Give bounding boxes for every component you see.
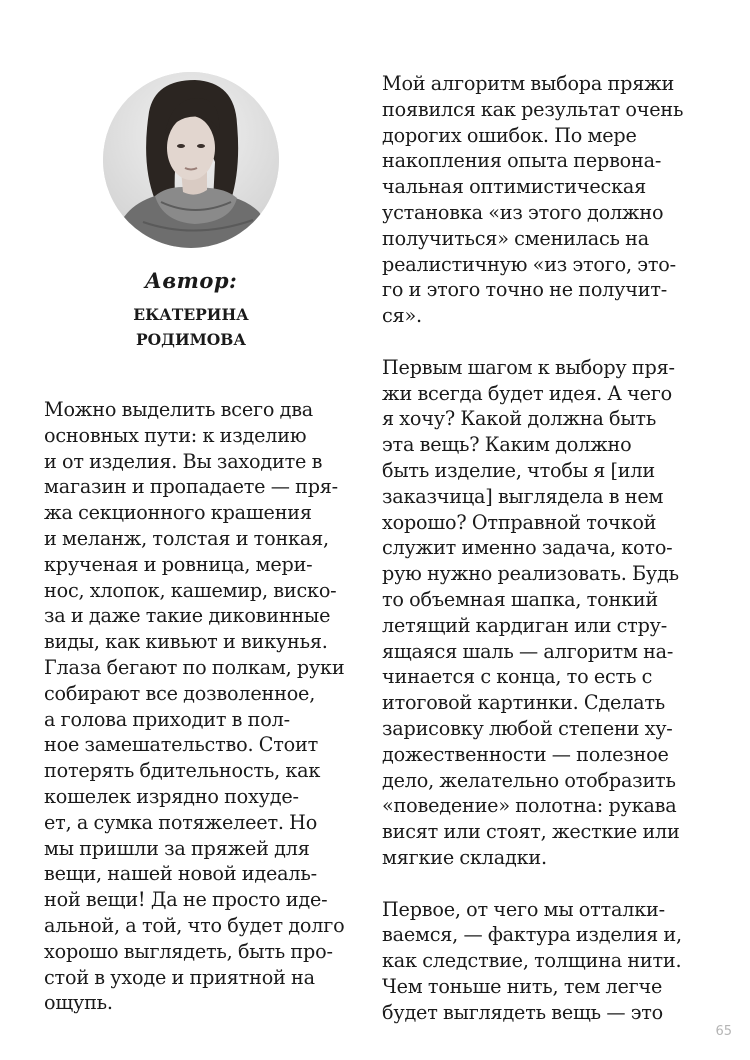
text-line: ящаяся шаль — алгоритм на- bbox=[382, 639, 674, 663]
text-line: Можно выделить всего два bbox=[44, 398, 314, 421]
text-line: рую нужно реализовать. Будь bbox=[382, 562, 679, 586]
text-line: жа секционного крашения bbox=[44, 501, 312, 525]
text-line: реалистичную «из этого, это- bbox=[382, 252, 676, 276]
text-line: дело, желательно отобразить bbox=[382, 768, 676, 792]
text-line: и от изделия. Вы заходите в bbox=[44, 449, 323, 473]
text-line: и меланж, толстая и тонкая, bbox=[44, 526, 329, 550]
text-line: потерять бдительность, как bbox=[44, 759, 321, 783]
text-line: основных пути: к изделию bbox=[44, 423, 307, 447]
text-line: Чем тоньше нить, тем легче bbox=[382, 974, 663, 998]
text-line: а голова приходит в пол- bbox=[44, 707, 290, 731]
text-line: чинается с конца, то есть с bbox=[382, 665, 653, 689]
text-line: хорошо? Отправной точкой bbox=[382, 510, 657, 534]
text-line: то объемная шапка, тонкий bbox=[382, 587, 659, 611]
text-line: кошелек изрядно похуде- bbox=[44, 784, 299, 808]
text-line: итоговой картинки. Сделать bbox=[382, 691, 666, 715]
page-number: 65 bbox=[715, 1024, 732, 1039]
text-line: накопления опыта первона- bbox=[382, 149, 662, 173]
text-line: ет, а сумка потяжелеет. Но bbox=[44, 810, 318, 834]
paragraph-gap bbox=[382, 871, 712, 897]
paragraph-gap bbox=[382, 329, 712, 355]
text-line: стой в уходе и приятной на bbox=[44, 965, 315, 989]
text-line: виды, как кивьют и викунья. bbox=[44, 630, 328, 654]
text-line: Первое, от чего мы отталки- bbox=[382, 897, 665, 921]
text-line: вещи, нашей новой идеаль- bbox=[44, 862, 317, 886]
author-photo bbox=[103, 72, 279, 248]
author-name-line: РОДИМОВА bbox=[136, 330, 246, 349]
text-line: появился как результат очень bbox=[382, 97, 684, 121]
text-line: магазин и пропадаете — пря- bbox=[44, 475, 338, 499]
text-line: Первым шагом к выбору пря- bbox=[382, 355, 675, 379]
text-line: чальная оптимистическая bbox=[382, 175, 647, 199]
text-line: Мой алгоритм выбора пряжи bbox=[382, 72, 675, 95]
text-line: летящий кардиган или стру- bbox=[382, 613, 668, 637]
text-line: дорогих ошибок. По мере bbox=[382, 123, 637, 147]
text-line: получиться» сменилась на bbox=[382, 226, 649, 250]
text-line: служит именно задача, кото- bbox=[382, 536, 673, 560]
text-line: ощупь. bbox=[44, 991, 113, 1015]
text-line: ся». bbox=[382, 304, 422, 328]
text-line: мягкие складки. bbox=[382, 845, 547, 869]
text-line: дожественности — полезное bbox=[382, 742, 669, 766]
text-line: альной, а той, что будет долго bbox=[44, 913, 345, 937]
paragraph bbox=[382, 355, 712, 871]
text-line: висят или стоят, жесткие или bbox=[382, 820, 680, 844]
text-line: собирают все дозволенное, bbox=[44, 681, 316, 705]
author-label: Автор: bbox=[144, 268, 238, 293]
text-line: Глаза бегают по полкам, руки bbox=[44, 655, 345, 679]
text-line: заказчица] выглядела в нем bbox=[382, 484, 664, 508]
text-line: эта вещь? Каким должно bbox=[382, 433, 632, 457]
text-line: ваемся, — фактура изделия и, bbox=[382, 923, 682, 947]
text-line: ное замешательство. Стоит bbox=[44, 733, 319, 757]
text-line: жи всегда будет идея. А чего bbox=[382, 381, 673, 405]
text-line: за и даже такие диковинные bbox=[44, 604, 331, 628]
right-text-column bbox=[382, 71, 712, 1025]
text-line: я хочу? Какой должна быть bbox=[382, 407, 657, 431]
paragraph bbox=[382, 71, 712, 329]
text-line: ной вещи! Да не просто иде- bbox=[44, 888, 328, 912]
left-text-column bbox=[44, 397, 374, 1016]
text-line: быть изделие, чтобы я [или bbox=[382, 458, 655, 482]
author-name bbox=[60, 302, 322, 352]
text-line: как следствие, толщина нити. bbox=[382, 949, 682, 973]
text-line: мы пришли за пряжей для bbox=[44, 836, 310, 860]
text-line: «поведение» полотна: рукава bbox=[382, 794, 677, 818]
text-line: го и этого точно не получит- bbox=[382, 278, 668, 302]
text-line: хорошо выглядеть, быть про- bbox=[44, 939, 333, 963]
paragraph bbox=[382, 897, 712, 1026]
text-line: установка «из этого должно bbox=[382, 200, 664, 224]
text-line: нос, хлопок, кашемир, виско- bbox=[44, 578, 337, 602]
text-line: крученая и ровница, мери- bbox=[44, 552, 313, 576]
author-name-line: ЕКАТЕРИНА bbox=[133, 305, 249, 324]
text-line: будет выглядеть вещь — это bbox=[382, 1000, 664, 1024]
text-line: зарисовку любой степени ху- bbox=[382, 716, 673, 740]
